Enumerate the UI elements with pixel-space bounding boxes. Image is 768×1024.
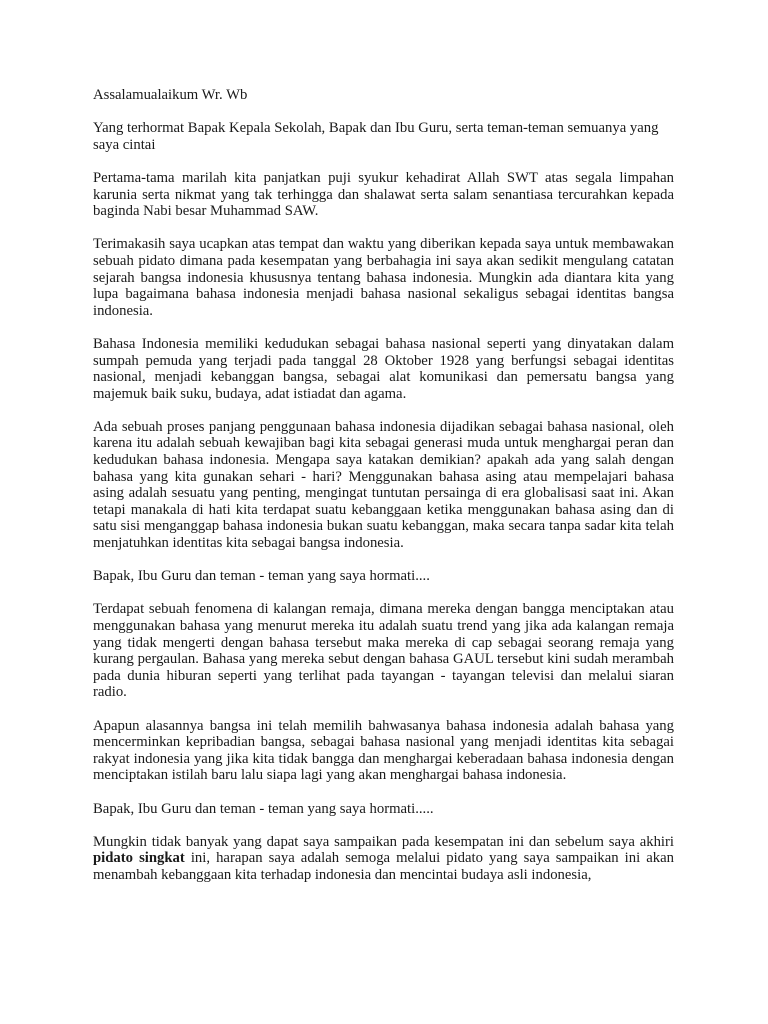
closing-text-end: ini, harapan saya adalah semoga melalui pidato yang saya sampaikan ini akan menambah kebanggaan kita terhadap indonesia dan mencintai budaya asli indonesia, xyxy=(93,850,674,883)
closing-bold-phrase: pidato singkat xyxy=(93,850,185,867)
paragraph-thanks: Terimakasih saya ucapkan atas tempat dan waktu yang diberikan kepada saya untuk membawakan sebuah pidato dimana pada kesempatan yang berbahagia ini saya akan sedikit mengulang catatan sejarah bangsa indonesia khususnya tentang bahasa indonesia. Mungkin ada diantara kita yang lupa bagaimana bahasa indonesia menjadi bahasa nasional sekaligus sebagai identitas bangsa indonesia. xyxy=(93,236,674,319)
paragraph-salutation: Yang terhormat Bapak Kepala Sekolah, Bapak dan Ibu Guru, serta teman-teman semuanya yang saya cintai xyxy=(93,120,659,153)
paragraph-slang: Terdapat sebuah fenomena di kalangan remaja, dimana mereka dengan bangga menciptakan atau menggunakan bahasa yang menurut mereka itu adalah suatu trend yang jika ada kalangan remaja yang tidak mengerti dengan bahasa tersebut maka mereka di cap sebagai seorang remaja yang kurang pergaulan. Bahasa yang mereka sebut dengan bahasa GAUL tersebut kini sudah merambah pada dunia hiburan seperti yang terlihat pada tayangan - tayangan televisi dan melalui siaran radio. xyxy=(93,601,674,701)
greeting: Assalamualaikum Wr. Wb xyxy=(93,87,248,103)
speech-text xyxy=(93,87,674,900)
address-line-2: Bapak, Ibu Guru dan teman - teman yang saya hormati..... xyxy=(93,800,434,817)
paragraph-identity: Apapun alasannya bangsa ini telah memilih bahwasanya bahasa indonesia adalah bahasa yang mencerminkan kepribadian bangsa, sebagai bahasa nasional yang menjadi identitas kita sebagai rakyat indonesia yang jika kita tidak bangga dan menghargai keberadaan bahasa indonesia dengan menciptakan istilah baru lalu siapa lagi yang akan menghargai bahasa indonesia. xyxy=(93,717,674,784)
paragraph-closing xyxy=(93,834,674,884)
address-line-1: Bapak, Ibu Guru dan teman - teman yang saya hormati.... xyxy=(93,568,430,585)
closing-text-start: Mungkin tidak banyak yang dapat saya sampaikan pada kesempatan ini dan sebelum saya akhiri xyxy=(93,833,674,850)
paragraph-national-language: Bahasa Indonesia memiliki kedudukan sebagai bahasa nasional seperti yang dinyatakan dalam sumpah pemuda yang terjadi pada tanggal 28 Oktober 1928 yang berfungsi sebagai identitas nasional, menjadi kebanggan bangsa, sebagai alat komunikasi dan pemersatu bangsa yang majemuk baik suku, budaya, adat istiadat dan agama. xyxy=(93,335,674,402)
paragraph-process: Ada sebuah proses panjang penggunaan bahasa indonesia dijadikan sebagai bahasa nasional, oleh karena itu adalah sebuah kewajiban bagi kita sebagai generasi muda untuk menghargai peran dan kedudukan bahasa indonesia. Mengapa saya katakan demikian? apakah ada yang salah dengan bahasa yang kita gunakan sehari - hari? Menggunakan bahasa asing atau mempelajari bahasa asing adalah sesuatu yang penting, mengingat tuntutan persainga di era globalisasi saat ini. Akan tetapi manakala di hati kita terdapat suatu kebanggaan ketika menggunakan bahasa asing dan di satu sisi menganggap bahasa indonesia bukan suatu kebanggan, maka secara tanpa sadar kita telah menjatuhkan identitas kita sebagai bangsa indonesia. xyxy=(93,418,674,552)
paragraph-gratitude: Pertama-tama marilah kita panjatkan puji syukur kehadirat Allah SWT atas segala limpahan karunia serta nikmat yang tak terhingga dan shalawat serta salam senantiasa tercurahkan kepada baginda Nabi besar Muhammad SAW. xyxy=(93,169,674,220)
